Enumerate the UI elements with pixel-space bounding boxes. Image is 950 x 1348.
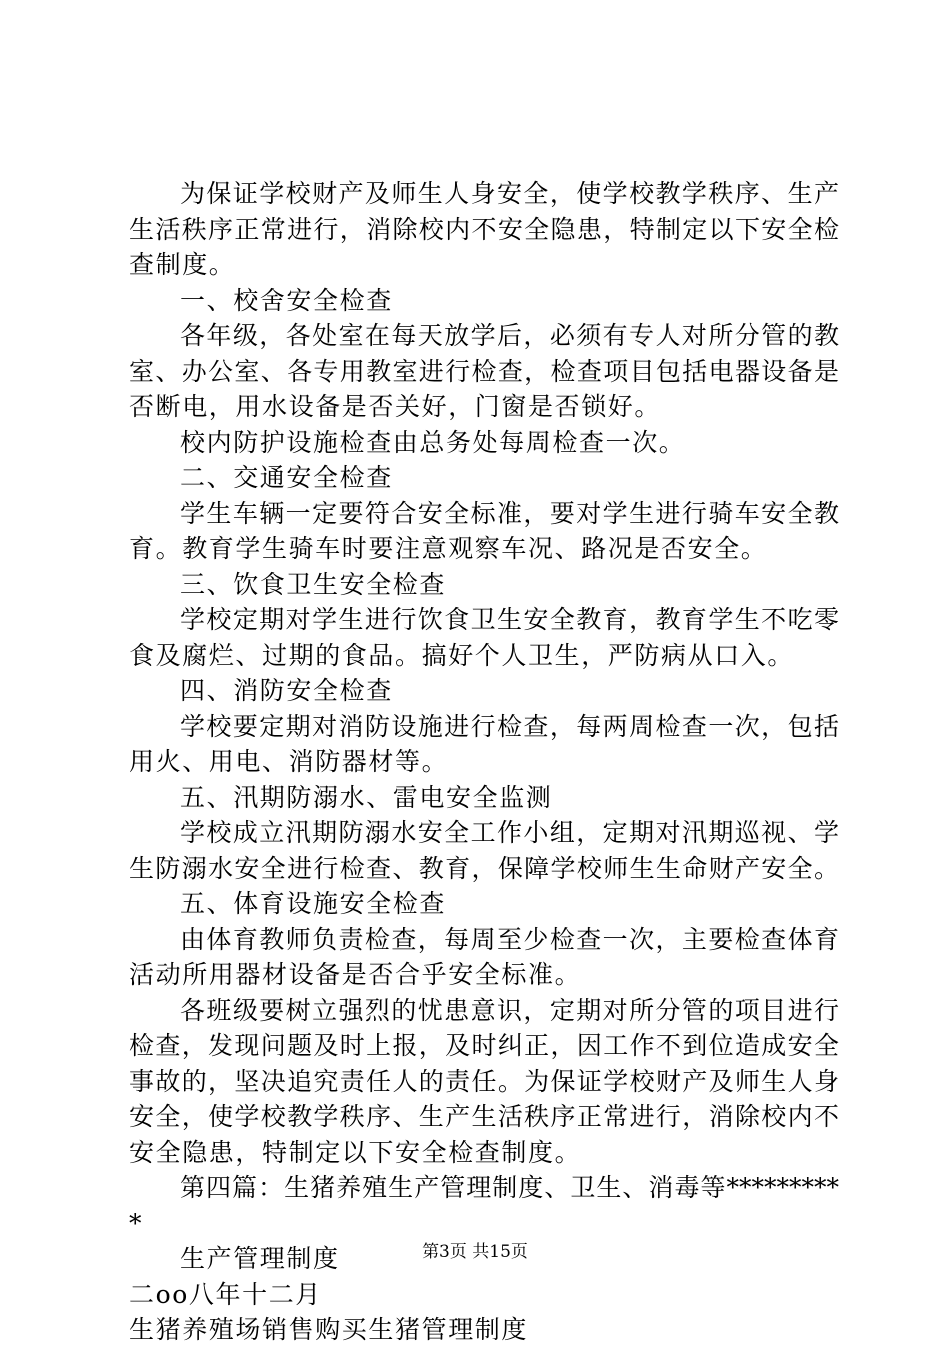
text-line: 一、校舍安全检查 bbox=[180, 285, 393, 315]
text-line: 食及腐烂、过期的食品。搞好个人卫生，严防病从口入。 bbox=[129, 640, 795, 670]
text-line: 学校要定期对消防设施进行检查，每两周检查一次，包括 bbox=[180, 711, 839, 741]
text-line: 由体育教师负责检查，每周至少检查一次，主要检查体育 bbox=[180, 924, 839, 954]
text-line: 二oo八年十二月 bbox=[129, 1279, 322, 1309]
text-line: 校内防护设施检查由总务处每周检查一次。 bbox=[180, 427, 686, 457]
text-line: 安全隐患，特制定以下安全检查制度。 bbox=[129, 1137, 582, 1167]
page-footer: 第3页 共15页 bbox=[422, 1242, 528, 1262]
text-line: 育。教育学生骑车时要注意观察车况、路况是否安全。 bbox=[129, 534, 768, 563]
text-line: 五、汛期防溺水、雷电安全监测 bbox=[180, 782, 553, 812]
text-line: 三、饮食卫生安全检查 bbox=[180, 569, 447, 599]
text-line: * bbox=[129, 1208, 144, 1238]
text-line: 学校成立汛期防溺水安全工作小组，定期对汛期巡视、学 bbox=[180, 818, 839, 847]
text-line: 活动所用器材设备是否合乎安全标准。 bbox=[129, 960, 582, 989]
text-line: 事故的，坚决追究责任人的责任。为保证学校财产及师生人身 bbox=[129, 1066, 839, 1096]
text-line: 二、交通安全检查 bbox=[180, 463, 393, 492]
text-line: 生猪养殖场销售购买生猪管理制度 bbox=[129, 1315, 529, 1344]
text-line: 五、体育设施安全检查 bbox=[180, 889, 447, 918]
text-line: 各年级，各处室在每天放学后，必须有专人对所分管的教 bbox=[180, 321, 839, 350]
text-line: 四、消防安全检查 bbox=[180, 676, 393, 705]
text-line: 学生车辆一定要符合安全标准，要对学生进行骑车安全教 bbox=[180, 498, 839, 528]
text-line: 查制度。 bbox=[129, 250, 236, 279]
text-line: 为保证学校财产及师生人身安全，使学校教学秩序、生产 bbox=[180, 179, 839, 208]
text-line: 生产管理制度 bbox=[180, 1244, 340, 1273]
text-line: 第四篇：生猪养殖生产管理制度、卫生、消毒等********* bbox=[180, 1173, 839, 1202]
text-line: 室、办公室、各专用教室进行检查，检查项目包括电器设备是 bbox=[129, 356, 839, 386]
text-line: 各班级要树立强烈的忧患意识，定期对所分管的项目进行 bbox=[180, 995, 839, 1025]
text-line: 生防溺水安全进行检查、教育，保障学校师生生命财产安全。 bbox=[129, 853, 839, 883]
text-line: 用火、用电、消防器材等。 bbox=[129, 747, 449, 776]
text-line: 安全，使学校教学秩序、生产生活秩序正常进行，消除校内不 bbox=[129, 1102, 839, 1131]
document-body bbox=[129, 176, 839, 1348]
text-line: 学校定期对学生进行饮食卫生安全教育，教育学生不吃零 bbox=[180, 605, 839, 634]
text-line: 生活秩序正常进行，消除校内不安全隐患，特制定以下安全检 bbox=[129, 214, 839, 244]
text-line: 否断电，用水设备是否关好，门窗是否锁好。 bbox=[129, 392, 662, 421]
text-line: 检查，发现问题及时上报，及时纠正，因工作不到位造成安全 bbox=[129, 1031, 839, 1060]
